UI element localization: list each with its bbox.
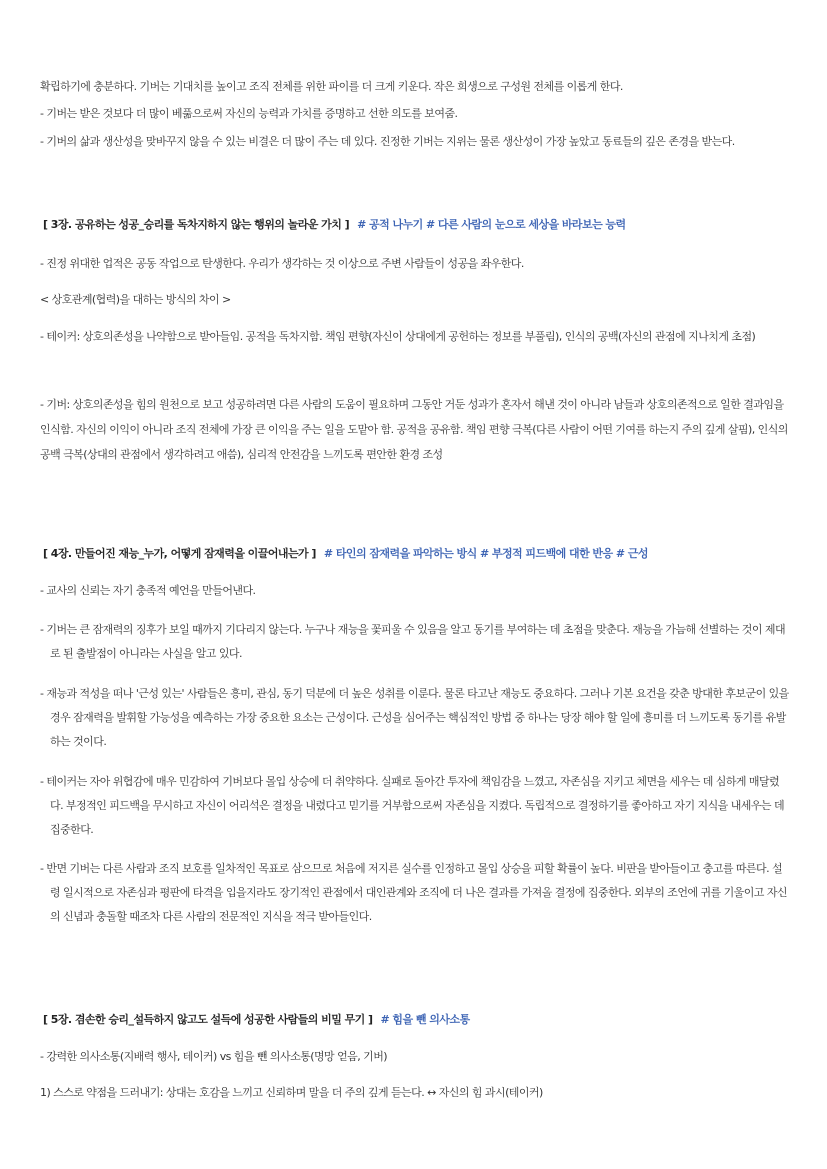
chapter-4-heading	[43, 545, 803, 562]
ch4-paragraph-3: - 재능과 적성을 떠나 '근성 있는' 사람들은 흥미, 관심, 동기 덕분에 더 높은 성취를 이룬다. 물론 타고난 재능도 중요하다. 그러나 기본 요건을 갖춘 방대한 후보군이 있을 경우 잠재력을 발휘할 가능성을 예측하는 가장 중요한 요소는 근성이다. 근성을 심어주는 핵심적인 방법 중 하나는 당장 해야 할 일에 흥미를 더 느끼도록 동기를 유발하는 것이다.	[40, 687, 789, 748]
intro-bullet-2: - 기버의 삶과 생산성을 맞바꾸지 않을 수 있는 비결은 더 많이 주는 데 있다. 진정한 기버는 지위는 물론 생산성이 가장 높았고 동료들의 깊은 존경을 받는다.	[40, 135, 735, 148]
chapter-5-tags: # 힘을 뺀 의사소통	[380, 1013, 470, 1026]
chapter-3-title: [ 3장. 공유하는 성공_승리를 독차지하지 않는 행위의 놀라운 가치 ]	[43, 218, 350, 231]
ch3-paragraph-1: - 진정 위대한 업적은 공동 작업으로 탄생한다. 우리가 생각하는 것 이상으로 주변 사람들이 성공을 좌우한다.	[40, 257, 524, 270]
chapter-5-heading	[43, 1011, 803, 1028]
ch5-paragraph-2: 1) 스스로 약점을 드러내기: 상대는 호감을 느끼고 신뢰하며 말을 더 주의 깊게 듣는다. ↔ 자신의 힘 과시(테이커)	[40, 1086, 543, 1099]
chapter-3-heading	[43, 216, 803, 233]
ch4-paragraph-2: - 기버는 큰 잠재력의 징후가 보일 때까지 기다리지 않는다. 누구나 재능을 꽃피울 수 있음을 알고 동기를 부여하는 데 초점을 맞춘다. 재능을 가늠해 선별하는 것이 제대로 된 출발점이 아니라는 사실을 알고 있다.	[40, 623, 786, 660]
chapter-4-title: [ 4장. 만들어진 재능_누가, 어떻게 잠재력을 이끌어내는가 ]	[43, 547, 316, 560]
intro-bullet-1: - 기버는 받은 것보다 더 많이 베풂으로써 자신의 능력과 가치를 증명하고 선한 의도를 보여줌.	[40, 107, 458, 120]
chapter-4-tags: # 타인의 잠재력을 파악하는 방식 # 부정적 피드백에 대한 반응 # 근성	[323, 547, 648, 560]
ch3-paragraph-2: < 상호관계(협력)을 대하는 방식의 차이 >	[40, 293, 231, 306]
ch3-paragraph-4: - 기버: 상호의존성을 힘의 원천으로 보고 성공하려면 다른 사람의 도움이 필요하며 그동안 거둔 성과가 혼자서 해낸 것이 아니라 남들과 상호의존적으로 일한 결과임을 인식함. 자신의 이익이 아니라 조직 전체에 가장 큰 이익을 주는 일을 도맡아 함. 공적을 공유함. 책임 편향 극복(다른 사람이 어떤 기여를 하는지 주의 깊게 살핌), 인식의 공백 극복(상대의 관점에서 생각하려고 애씀), 심리적 안전감을 느끼도록 편안한 환경 조성	[40, 398, 788, 461]
ch4-paragraph-1: - 교사의 신뢰는 자기 충족적 예언을 만들어낸다.	[40, 584, 256, 597]
ch4-paragraph-4: - 테이커는 자아 위협감에 매우 민감하여 기버보다 몰입 상승에 더 취약하다. 실패로 돌아간 투자에 책임감을 느꼈고, 자존심을 지키고 체면을 세우는 데 심하게 매달렸다. 부정적인 피드백을 무시하고 자신이 어리석은 결정을 내렸다고 믿기를 거부함으로써 자존심을 지켰다. 독립적으로 결정하기를 좋아하고 자기 지식을 내세우는 데 집중한다.	[40, 775, 785, 836]
chapter-5-title: [ 5장. 겸손한 승리_설득하지 않고도 설득에 성공한 사람들의 비밀 무기 ]	[43, 1013, 373, 1026]
ch3-paragraph-3: - 테이커: 상호의존성을 나약함으로 받아들임. 공적을 독차지함. 책임 편향(자신이 상대에게 공헌하는 정보를 부풀림), 인식의 공백(자신의 관점에 지나치게 초점)	[40, 330, 756, 343]
chapter-3-tags: # 공적 나누기 # 다른 사람의 눈으로 세상을 바라보는 능력	[357, 218, 626, 231]
intro-line: 확립하기에 충분하다. 기버는 기대치를 높이고 조직 전체를 위한 파이를 더 크게 키운다. 작은 희생으로 구성원 전체를 이롭게 한다.	[40, 80, 623, 93]
ch4-paragraph-5: - 반면 기버는 다른 사람과 조직 보호를 일차적인 목표로 삼으므로 처음에 저지른 실수를 인정하고 몰입 상승을 피할 확률이 높다. 비판을 받아들이고 충고를 따른다. 설령 일시적으로 자존심과 평판에 타격을 입을지라도 장기적인 관점에서 대인관계와 조직에 더 나은 결과를 가져올 결정에 집중한다. 외부의 조언에 귀를 기울이고 자신의 신념과 충돌할 때조차 다른 사람의 전문적인 지식을 적극 받아들인다.	[40, 862, 787, 923]
ch5-paragraph-1: - 강력한 의사소통(지배력 행사, 테이커) vs 힘을 뺀 의사소통(명망 얻음, 기버)	[40, 1050, 388, 1063]
